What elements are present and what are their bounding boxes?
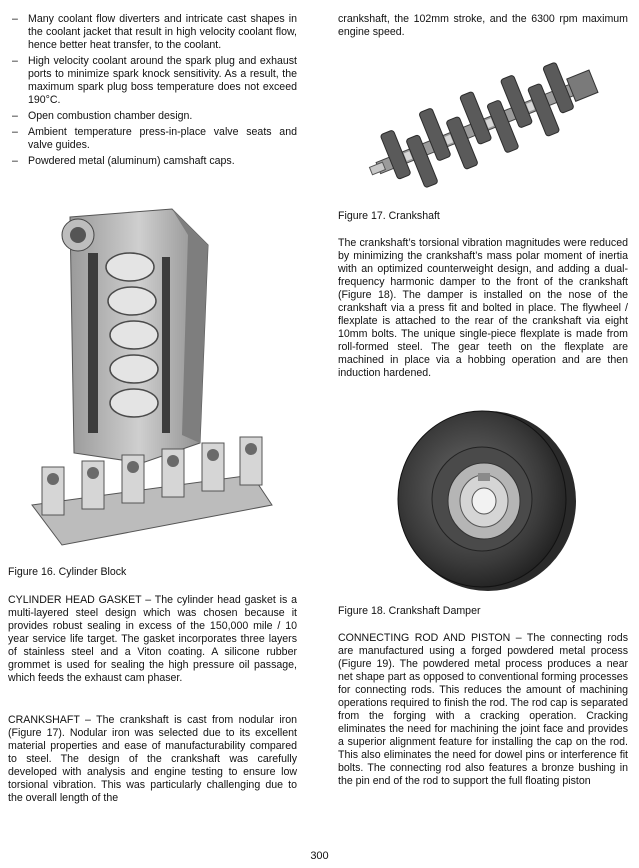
- conrod-paragraph: [338, 632, 628, 788]
- crankshaft-photo: [360, 55, 610, 195]
- crankshaft-section: [8, 714, 297, 805]
- gasket-section: [8, 594, 297, 685]
- crank-continued-paragraph: crankshaft, the 102mm stroke, and the 6300 rpm maximum engine speed.: [338, 13, 628, 38]
- torsional-section: [338, 237, 628, 380]
- list-item: – Ambient temperature press-in-place valve seats and valve guides.: [8, 126, 297, 152]
- figure-17-caption: Figure 17. Crankshaft: [338, 210, 440, 222]
- gasket-text: – The cylinder head gasket is a multi-layered steel design which was chosen because it provides robust sealing in excess of the 150,000 mile / 10 year service life target. The gasket incorporates three layers of stainless steel and a Viton coating. A silicone rubber grommet is used for sealing the high pressure oil passage, which feeds the exhaust cam phaser.: [8, 594, 297, 684]
- gasket-paragraph: [8, 594, 297, 685]
- crank-continued-block: [338, 13, 628, 39]
- figure-16-caption: Figure 16. Cylinder Block: [8, 566, 127, 578]
- page-number: 300: [310, 850, 329, 862]
- list-item: – Powdered metal (aluminum) camshaft caps.: [8, 155, 297, 168]
- cylinder-block-photo: [22, 205, 280, 550]
- list-item: – High velocity coolant around the spark plug and exhaust ports to minimize spark knock sensitivity. As a result, the maximum spark plug boss temperature does not exceed 190°C.: [8, 55, 297, 107]
- crankshaft-text: – The crankshaft is cast from nodular iron (Figure 17). Nodular iron was selected due to its excellent material properties and ease of manufacturability compared to steel. The design of the crankshaft was carefully developed with analysis and engine testing to ensure low torsional vibration. This was particularly challenging due to the overall length of the: [8, 714, 297, 804]
- conrod-heading: CONNECTING ROD AND PISTON: [338, 632, 511, 644]
- list-item: – Open combustion chamber design.: [8, 110, 297, 123]
- crankshaft-paragraph: [8, 714, 297, 805]
- conrod-text: – The connecting rods are manufactured using a forged powdered metal process (Figure 19). The powdered metal process produces a near net shape part as opposed to conventional forming processes for connecting rods. This reduces the amount of machining operations required to finish the rod. The rod cap is separated from the forging with a cracking operation. Cracking eliminates the need for machining the joint face and provides a superior alignment feature for installing the cap on the rod. This also eliminates the need for dowel pins or interference fit bolts. The connecting rod also features a bronze bushing in the pin end of the rod to support the full floating piston: [338, 632, 628, 787]
- feature-bullet-list: [8, 13, 297, 168]
- torsional-paragraph: The crankshaft’s torsional vibration magnitudes were reduced by minimizing the crankshaft’s mass polar moment of inertia with an optimized counterweight design, and adding a dual-frequency harmonic damper to the front of the crankshaft (Figure 18). The damper is installed on the nose of the crankshaft via a press fit and bolted in place. The flywheel / flexplate is attached to the rear of the crankshaft via eight 10mm bolts. The unique single-piece flexplate is made from roll-formed steel. The gear teeth on the flexplate are machined in place via a hobbing operation and are then induction hardened.: [338, 237, 628, 379]
- bullet-list-block: [8, 13, 297, 171]
- crankshaft-damper-photo: [390, 405, 580, 595]
- crankshaft-heading: CRANKSHAFT: [8, 714, 80, 726]
- figure-18-caption: Figure 18. Crankshaft Damper: [338, 605, 481, 617]
- conrod-section: [338, 632, 628, 788]
- gasket-heading: CYLINDER HEAD GASKET: [8, 594, 142, 606]
- list-item: – Many coolant flow diverters and intricate cast shapes in the coolant jacket that result in high velocity coolant flow, hence better heat transfer, to the coolant.: [8, 13, 297, 52]
